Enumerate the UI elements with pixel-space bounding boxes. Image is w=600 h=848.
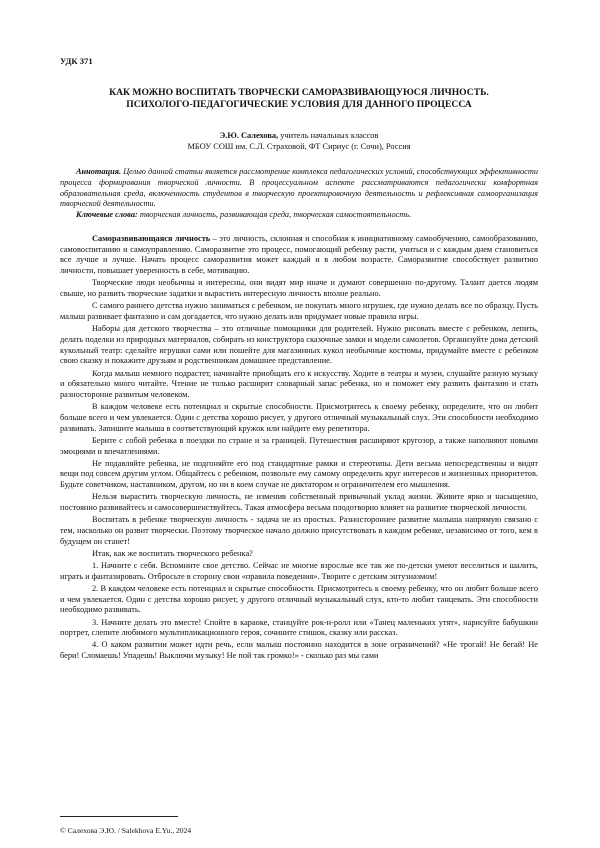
paragraph: Наборы для детского творчества – это отличные помощники для родителей. Нужно рисовать вместе с ребенком, лепить, делать поделки из природных материалов, собирать из конструктора сказочные замки и модели самолетов. Организуйте дома детский кукольный театр: сделайте игрушки сами или пошейте для магазинных кукол необычные костюмы, придумайте вместе с ребенком свою сказку и покажите друзьям и родственникам домашнее представление. <box>60 324 538 366</box>
author-block <box>60 130 538 152</box>
paragraph: С самого раннего детства нужно заниматься с ребенком, не покупать много игрушек, где нужно делать все по образцу. Пусть малыш развивает фантазию и сам догадается, что нужно делать или придумает новые правила игры. <box>60 301 538 322</box>
keywords <box>60 210 538 221</box>
paragraph: Нельзя вырастить творческую личность, не изменив собственный привычный уклад жизни. Живите ярко и насыщенно, постоянно развивайтесь и самосовершенствуйтесь. Такая атмосфера весьма плодотворно влияет на развитие творческой личности. <box>60 492 538 513</box>
udk-code: УДК 371 <box>60 56 93 66</box>
paragraph: Когда малыш немного подрастет, начинайте приобщать его к искусству. Ходите в театры и музеи, слушайте разную музыку и обязательно много читайте. Чтение не только расширит словарный запас ребенка, но и поможет ему развить фантазию и стать разносторонне развитым человеком. <box>60 368 538 400</box>
title-line-1: КАК МОЖНО ВОСПИТАТЬ ТВОРЧЕСКИ САМОРАЗВИВАЮЩУЮСЯ ЛИЧНОСТЬ. <box>109 87 489 98</box>
article <box>60 56 538 663</box>
list-item: 2. В каждом человеке есть потенциал и скрытые способности. Присмотритесь к своему ребенку, что он любит больше всего и чем увлекается. Один с детства хорошо рисует, у другого отличный музыкальный слух, кто-то любит танцевать. Эти способности необходимо развивать. <box>60 583 538 615</box>
annotation-text: Целью данной статьи является рассмотрение комплекса педагогических условий, способствующих эффективности процесса формирования творческой личности. В процессуальном аспекте рассматриваются педагогически комфортная образовательная среда, включенность студентов в творческую проектировочную деятельность и рефлексивная самоорганизация творческой деятельности. <box>60 167 538 209</box>
author-name: Э.Ю. Салехова, <box>219 131 279 140</box>
title-line-2: ПСИХОЛОГО-ПЕДАГОГИЧЕСКИЕ УСЛОВИЯ ДЛЯ ДАННОГО ПРОЦЕССА <box>126 99 472 110</box>
paragraph: Берите с собой ребенка в поездки по стране и за границей. Путешествия расширяют кругозор, а также наполняют новыми эмоциями и впечатлениями. <box>60 435 538 456</box>
article-body <box>60 234 538 662</box>
list-item: 1. Начните с себя. Вспомните свое детство. Сейчас не многие взрослые все так же по-детски умеют веселиться и шалить, играть и фантазировать. Отбросьте в сторону свои «правила поведения». Творите с детским энтузиазмом! <box>60 561 538 581</box>
annotation-label: Аннотация. <box>76 167 122 176</box>
paragraph: Творческие люди необычны и интересны, они видят мир иначе и думают совершенно по-другому. Талант дается людям свыше, но развить творческие задатки и вырастить интересную личность вполне реально. <box>60 278 538 299</box>
paragraph: В каждом человеке есть потенциал и скрытые способности. Присмотритесь к своему ребенку, определите, что он любит больше всего и чем увлекается. Один с детства хорошо рисует, у другого отличный музыкальный слух. Эти способности необходимо развивать. Запишите малыша в соответствующий кружок или найдите ему репетитора. <box>60 402 538 433</box>
article-title <box>60 87 538 111</box>
author-role: учитель начальных классов <box>278 131 379 140</box>
copyright-footnote: © Салехова Э.Ю. / Salekhova E.Yu., 2024 <box>60 826 192 835</box>
paragraph: Не подавляйте ребенка, не подгоняйте его под стандартные рамки и стереотипы. Дети весьма непосредственны и видят вещи под совсем другим углом. Общайтесь с ребенком, позвольте ему самому определить круг интересов и жизненных приоритетов. Будьте советчиком, наставником, другом, но ни в коем случае не диктатором и ограничителем его мышления. <box>60 458 538 490</box>
paragraph: Саморазвивающаяся личность – это личность, склонная и способная к инициативному самообучению, самообразованию, самовоспитанию и самоуправлению. Саморазвитие это процесс, помогающий ребенку расти, учиться и с каждым днем становиться все лучше и лучше. Начать процесс саморазвития может каждый и в любом возрасте. Саморазвитие способствует развитию личности, повышает уверенность в себе, мотивацию. <box>60 233 538 276</box>
keywords-text: творческая личность, развивающая среда, творческая самостоятельность. <box>137 210 412 220</box>
list-item: 4. О каком развитии может идти речь, если малыш постоянно находится в зоне ограничений? «Не трогай! Не бегай! Не бери! Сломаешь! Упадешь! Выключи музыку! Не пой так громко!» - сколько раз мы сами <box>60 640 538 661</box>
footnote-rule <box>60 816 178 817</box>
paragraph: Итак, как же воспитать творческого ребенка? <box>92 548 253 558</box>
paragraph: Воспитать в ребенке творческую личность - задача не из простых. Разностороннее развитие малыша напрямую связано с тем, насколько он развит творчески. Поэтому творческое начало должно присутствовать в каждом ребенке, независимо от того, кем в будущем он станет! <box>60 515 538 546</box>
author-affiliation: МБОУ СОШ им. С.Л. Страховой, ФТ Сириус (г. Сочи), Россия <box>187 142 411 151</box>
annotation <box>60 167 538 210</box>
list-item: 3. Начните делать это вместе! Спойте в караоке, станцуйте рок-н-ролл или «Танец маленьких утят», нарисуйте бабушкин портрет, слепите любимого мультипликационного героя, сочините стишок, сказку или рассказ. <box>60 617 538 638</box>
keywords-label: Ключевые слова: <box>76 210 138 220</box>
defined-term: Саморазвивающаяся личность <box>92 233 211 243</box>
